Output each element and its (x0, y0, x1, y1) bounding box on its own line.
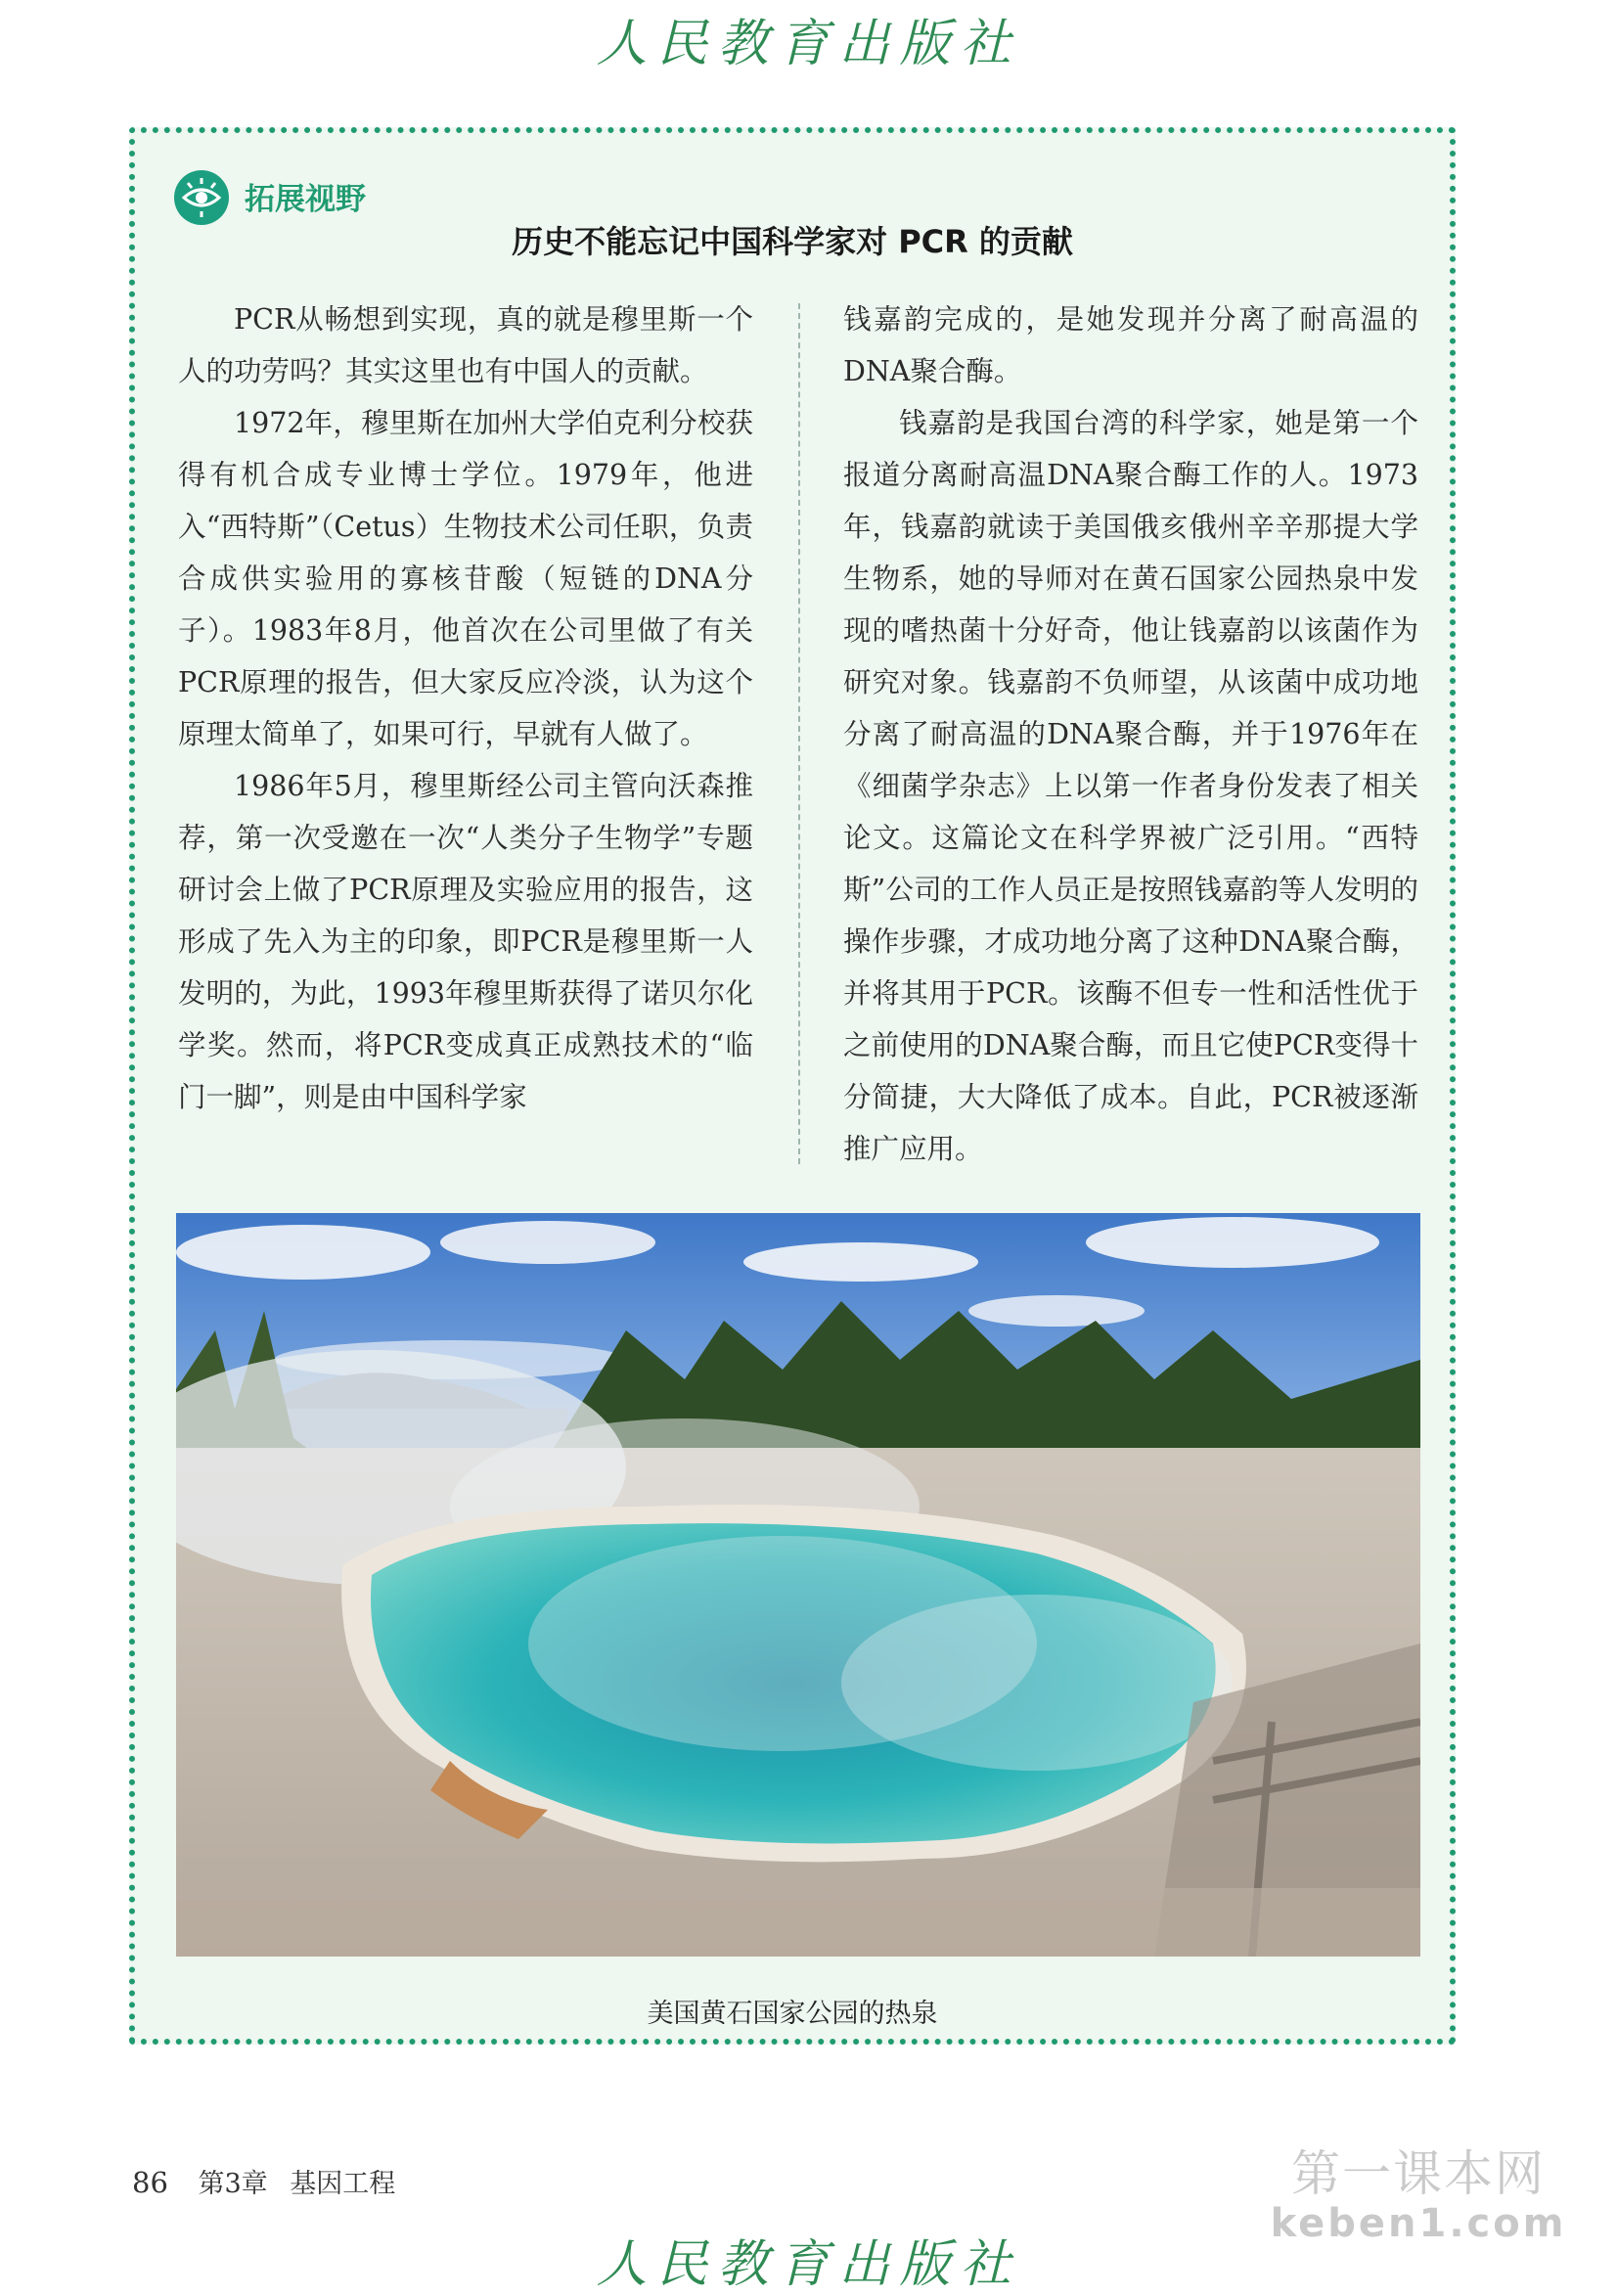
publisher-header: 人民教育出版社 (596, 15, 1021, 73)
section-label: 拓展视野 (245, 182, 366, 217)
right-column (843, 293, 1418, 1175)
paragraph: 钱嘉韵完成的，是她发现并分离了耐高温的DNA聚合酶。 (843, 303, 1418, 387)
paragraph: 钱嘉韵是我国台湾的科学家，她是第一个报道分离耐高温DNA聚合酶工作的人。1973年，钱嘉韵就读于美国俄亥俄州辛辛那提大学生物系，她的导师对在黄石国家公园热泉中发现的嗜热菌十分好奇，他让钱嘉韵以该菌作为研究对象。钱嘉韵不负师望，从该菌中成功地分离了耐高温的DNA聚合酶，并于1976年在《细菌学杂志》上以第一作者身份发表了相关论文。这篇论文在科学界被广泛引用。“西特斯”公司的工作人员正是按照钱嘉韵等人发明的操作步骤，才成功地分离了这种DNA聚合酶，并将其用于PCR。该酶不但专一性和活性优于之前使用的DNA聚合酶，而且它使PCR变得十分简捷，大大降低了成本。自此，PCR被逐渐推广应用。 (843, 407, 1418, 1165)
page-number: 86 (132, 2166, 168, 2199)
hot-spring-photo (176, 1213, 1420, 1957)
watermark-text: 第一课本网 (1291, 2145, 1546, 2202)
column-divider (798, 303, 800, 1164)
chapter-number: 第3章 (198, 2169, 268, 2199)
watermark-url: keben1.com (1270, 2201, 1567, 2246)
chapter-title: 基因工程 (290, 2169, 396, 2199)
photo-caption: 美国黄石国家公园的热泉 (647, 1999, 938, 2029)
article-title: 历史不能忘记中国科学家对 PCR 的贡献 (512, 223, 1073, 260)
publisher-footer: 人民教育出版社 (596, 2235, 1021, 2294)
paragraph: 1972年，穆里斯在加州大学伯克利分校获得有机合成专业博士学位。1979年，他进入“西特斯”（Cetus）生物技术公司任职，负责合成供实验用的寡核苷酸（短链的DNA分子）。1983年8月，他首次在公司里做了有关PCR原理的报告，但大家反应冷淡，认为这个原理太简单了，如果可行，早就有人做了。 (178, 407, 753, 750)
left-column (178, 293, 753, 1123)
page-footer (132, 2162, 409, 2200)
paragraph: PCR从畅想到实现，真的就是穆里斯一个人的功劳吗？其实这里也有中国人的贡献。 (178, 303, 753, 387)
paragraph: 1986年5月，穆里斯经公司主管向沃森推荐，第一次受邀在一次“人类分子生物学”专题研讨会上做了PCR原理及实验应用的报告，这形成了先入为主的印象，即PCR是穆里斯一人发明的，为此，1993年穆里斯获得了诺贝尔化学奖。然而，将PCR变成真正成熟技术的“临门一脚”，则是由中国科学家 (178, 770, 753, 1113)
